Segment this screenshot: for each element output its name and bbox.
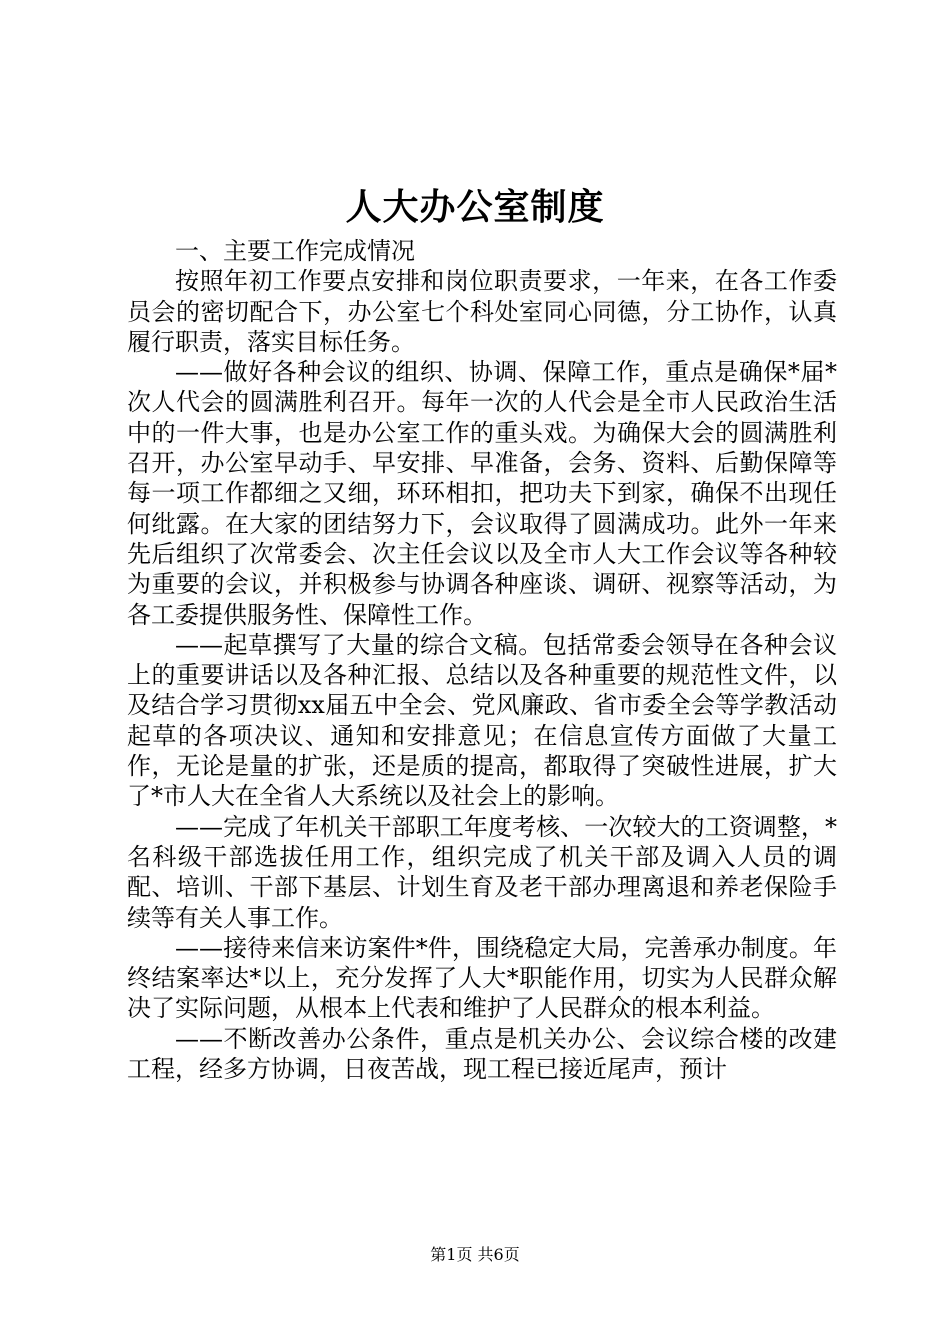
document-title: 人大办公室制度 <box>345 186 605 228</box>
paragraph: ——做好各种会议的组织、协调、保障工作，重点是确保*届*次人代会的圆满胜利召开。每年一次的人代会是全市人民政治生活中的一件大事，也是办公室工作的重头戏。为确保大会的圆满胜利召开，办公室早动手、早安排、早准备，会务、资料、后勤保障等每一项工作都细之又细，环环相扣，把功夫下到家，确保不出现任何纰露。在大家的团结努力下，会议取得了圆满成功。此外一年来先后组织了次常委会、次主任会议以及全市人大工作会议等各种较为重要的会议，并积极参与协调各种座谈、调研、视察等活动，为各工委提供服务性、保障性工作。 <box>127 358 837 629</box>
page-number-footer: 第1页 共6页 <box>430 1245 520 1264</box>
section-heading: 一、主要工作完成情况 <box>175 237 415 265</box>
paragraph: ——不断改善办公条件，重点是机关办公、会议综合楼的改建工程，经多方协调，日夜苦战，现工程已接近尾声，预计 <box>127 1024 837 1084</box>
paragraph: ——完成了年机关干部职工年度考核、一次较大的工资调整，*名科级干部选拔任用工作，组织完成了机关干部及调入人员的调配、培训、干部下基层、计划生育及老干部办理离退和养老保险手续等有关人事工作。 <box>127 812 837 932</box>
paragraph: ——起草撰写了大量的综合文稿。包括常委会领导在各种会议上的重要讲话以及各种汇报、总结以及各种重要的规范性文件，以及结合学习贯彻xx届五中全会、党风廉政、省市委全会等学教活动起草的各项决议、通知和安排意见；在信息宣传方面做了大量工作，无论是量的扩张，还是质的提高，都取得了突破性进展，扩大了*市人大在全省人大系统以及社会上的影响。 <box>127 630 837 811</box>
document-body <box>127 236 837 1084</box>
paragraph: 按照年初工作要点安排和岗位职责要求，一年来，在各工作委员会的密切配合下，办公室七个科处室同心同德，分工协作，认真履行职责，落实目标任务。 <box>127 267 837 356</box>
paragraph: ——接待来信来访案件*件，围绕稳定大局，完善承办制度。年终结案率达*以上，充分发挥了人大*职能作用，切实为人民群众解决了实际问题，从根本上代表和维护了人民群众的根本利益。 <box>127 933 837 1023</box>
